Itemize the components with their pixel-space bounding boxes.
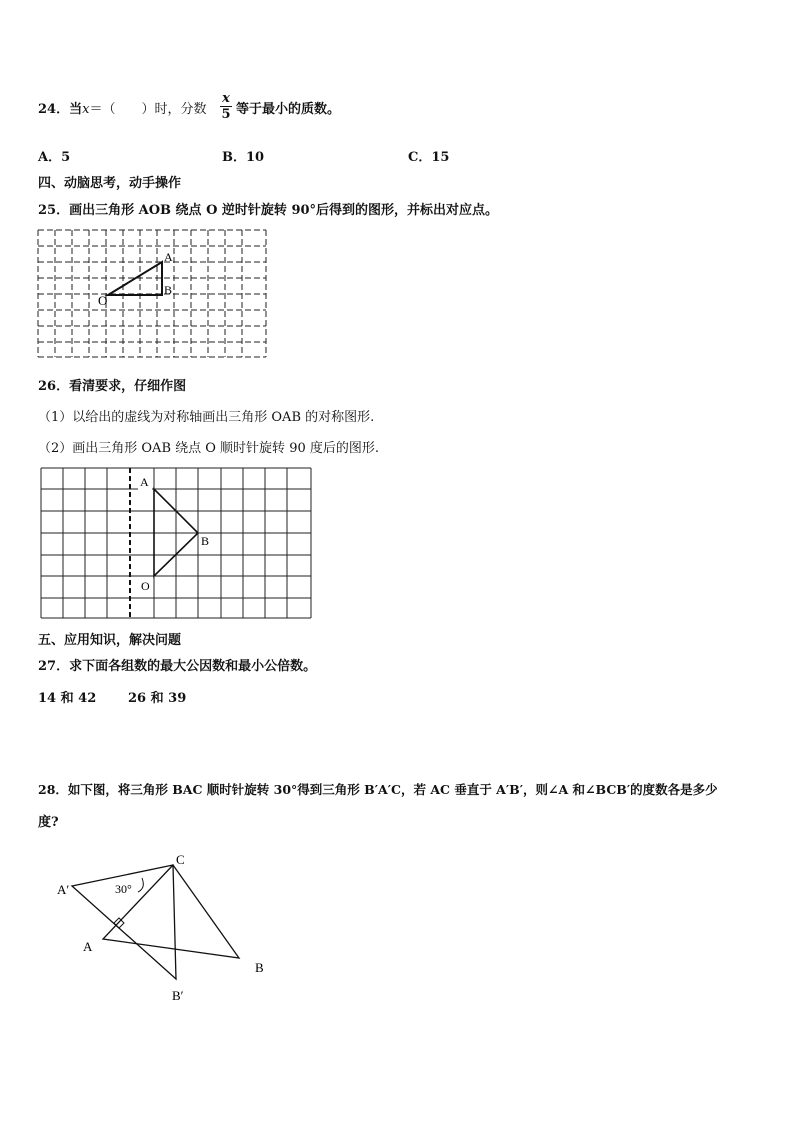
- q25-text: 25．画出三角形 AOB 绕点 O 逆时针旋转 90°后得到的图形，并标出对应点。: [38, 203, 499, 218]
- q24-variable: x: [82, 102, 90, 117]
- q26-label-a: A: [140, 475, 149, 489]
- q28-line1: 28．如下图，将三角形 BAC 顺时针旋转 30°得到三角形 B′A′C，若 AC 垂直于 A′B′，则∠A 和∠BCB′的度数各是多少: [38, 782, 718, 797]
- q24-option-a: A．5: [38, 150, 71, 165]
- section5-title: 五、应用知识，解决问题: [38, 633, 182, 648]
- q28-angle-arc: [138, 878, 143, 892]
- q25-triangle-aob: [108, 262, 162, 295]
- q26-solid-grid: [41, 468, 311, 618]
- q28-label-a-prime: A′: [57, 882, 70, 897]
- q25-dashed-grid: [38, 230, 266, 357]
- q25-grid-figure: [36, 228, 270, 360]
- q28-triangle-bac: [103, 865, 239, 958]
- q25-label-o: O: [98, 293, 108, 308]
- q27-pair1: 14 和 42: [38, 691, 97, 706]
- q25-label-b: B: [164, 283, 173, 297]
- q24-option-b: B．10: [222, 150, 265, 165]
- q24-fraction-numerator: x: [222, 91, 230, 106]
- q27-text: 27．求下面各组数的最大公因数和最小公倍数。: [38, 659, 317, 674]
- q25-label-a: A: [164, 250, 173, 264]
- q24-equals-blank: ＝（ ）时，分数: [89, 102, 207, 117]
- q24-option-c: C．15: [408, 150, 450, 165]
- q24-fraction: [219, 92, 233, 122]
- q26-grid-figure: [38, 466, 314, 622]
- q28-label-a: A: [83, 939, 93, 954]
- q28-label-b: B: [255, 960, 264, 975]
- q26-label-o: O: [141, 579, 150, 593]
- q28-label-angle: 30°: [115, 882, 132, 896]
- q24-suffix: 等于最小的质数。: [236, 102, 341, 117]
- q24-fraction-denominator: 5: [221, 107, 231, 122]
- q26-title: 26．看清要求，仔细作图: [38, 379, 187, 394]
- q28-line2: 度?: [38, 815, 59, 830]
- q26-part2: （2）画出三角形 OAB 绕点 O 顺时针旋转 90 度后的图形.: [38, 441, 379, 456]
- q28-label-c: C: [176, 852, 185, 867]
- q26-label-b: B: [201, 534, 210, 548]
- q28-triangles: [72, 865, 239, 979]
- q24-prefix: 24．当: [38, 102, 83, 117]
- q26-part1: （1）以给出的虚线为对称轴画出三角形 OAB 的对称图形.: [38, 410, 375, 425]
- q28-label-b-prime: B′: [172, 988, 184, 1003]
- section4-title: 四、动脑思考，动手操作: [38, 176, 182, 191]
- q28-rotation-figure: [50, 848, 280, 1008]
- q24-stem: [38, 98, 206, 117]
- q27-pair2: 26 和 39: [128, 691, 187, 706]
